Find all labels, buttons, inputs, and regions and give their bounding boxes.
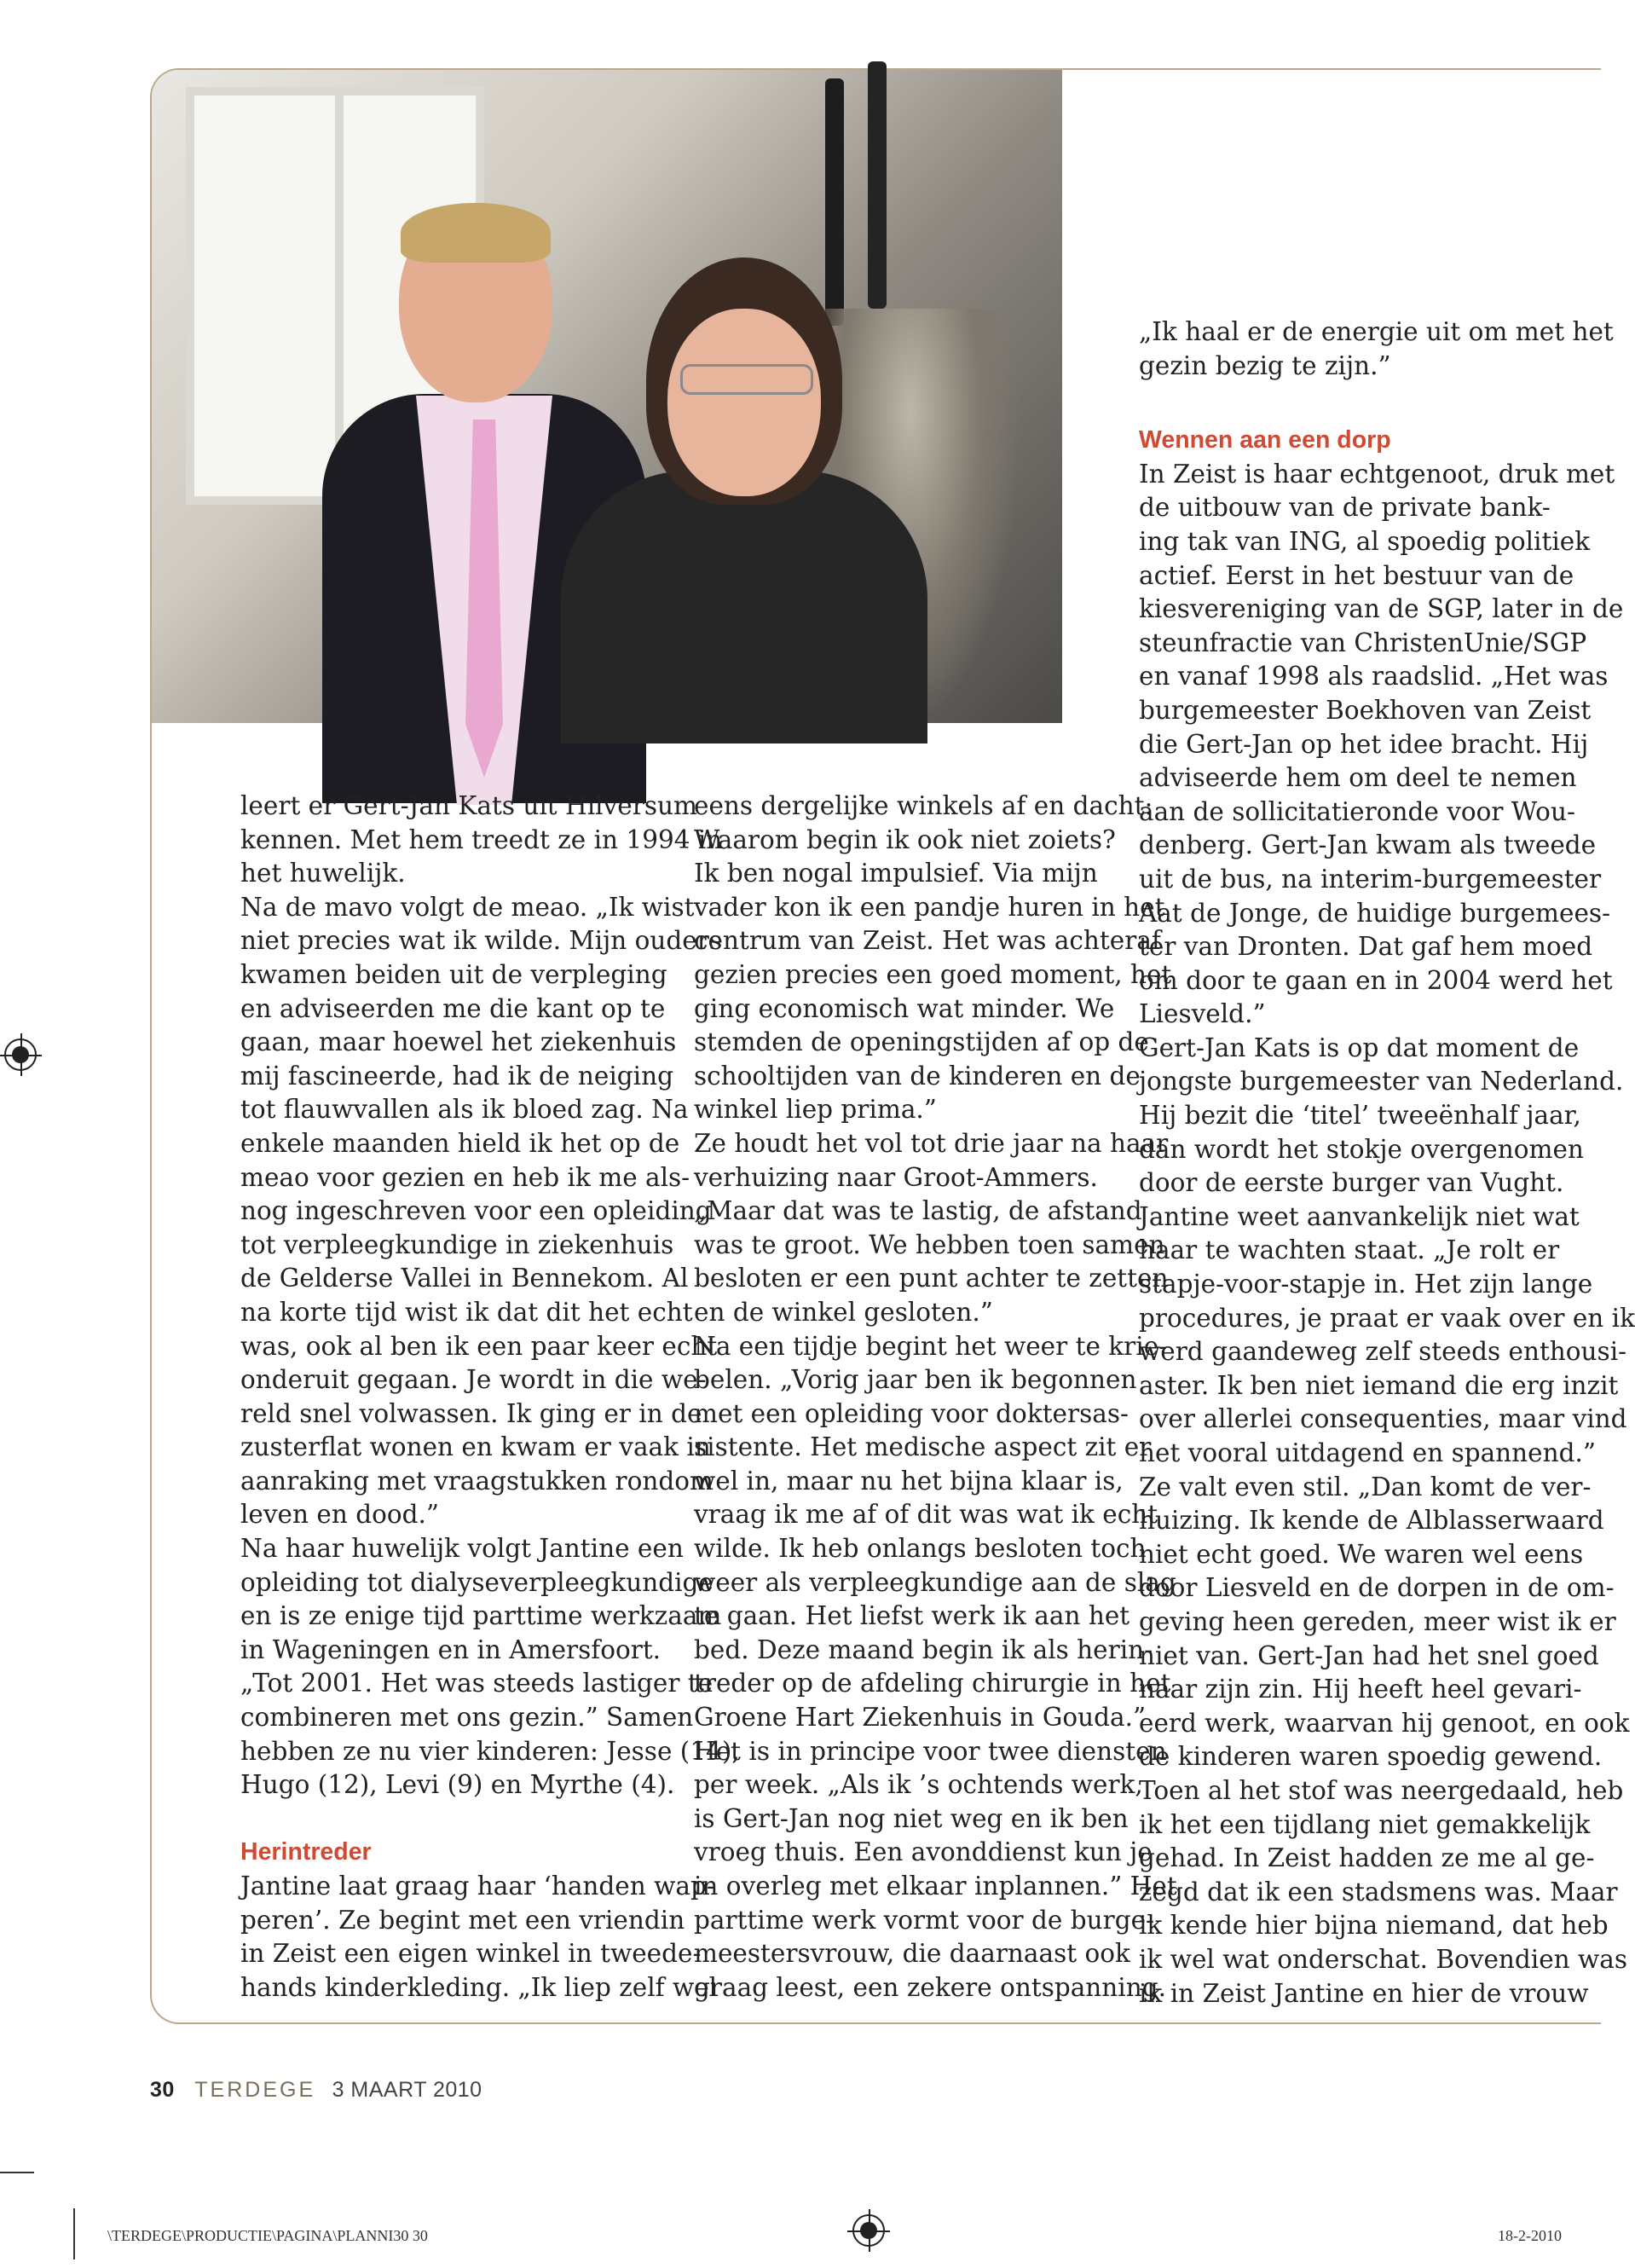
crop-mark [73, 2208, 75, 2259]
text-line: onderuit gegaan. Je wordt in die we- [240, 1365, 707, 1395]
text-line: bed. Deze maand begin ik als herin- [694, 1634, 1153, 1664]
text-line: „Tot 2001. Het was steeds lastiger te [240, 1669, 714, 1698]
text-line: en adviseerden me die kant op te [240, 993, 666, 1023]
text-line: denberg. Gert-Jan kwam als tweede [1139, 830, 1597, 860]
text-line: Na de mavo volgt de meao. „Ik wist [240, 892, 695, 922]
text-line: wel in, maar nu het bijna klaar is, [694, 1466, 1124, 1496]
text-line: tot verpleegkundige in ziekenhuis [240, 1229, 674, 1259]
text-line: ik wel wat onderschat. Bovendien was [1139, 1944, 1628, 1974]
text-line: ing tak van ING, al spoedig politiek [1139, 526, 1591, 556]
text-line: eerd werk, waarvan hij genoot, en ook [1139, 1708, 1630, 1738]
text-line: Ze valt even stil. „Dan komt de ver- [1139, 1472, 1592, 1501]
text-line: Ze houdt het vol tot drie jaar na haar [694, 1128, 1169, 1158]
text-line: Toen al het stof was neergedaald, heb [1139, 1775, 1624, 1805]
text-line: mij fascineerde, had ik de neiging [240, 1061, 673, 1091]
text-line: niet precies wat ik wilde. Mijn ouders [240, 926, 722, 956]
text-line: Hugo (12), Levi (9) en Myrthe (4). [240, 1770, 675, 1800]
registration-mark-icon [852, 2214, 885, 2247]
article-column-1 [240, 790, 740, 2005]
text-line: per week. „Als ik ’s ochtends werk, [694, 1770, 1143, 1800]
text-line: steunfractie van ChristenUnie/SGP [1139, 628, 1587, 657]
text-line: procedures, je praat er vaak over en ik [1139, 1303, 1635, 1333]
text-line: reld snel volwassen. Ik ging er in de [240, 1398, 702, 1428]
text-line: Jantine weet aanvankelijk niet wat [1139, 1201, 1580, 1231]
text-line: burgemeester Boekhoven van Zeist [1139, 695, 1592, 725]
text-line: sistente. Het medische aspect zit er [694, 1432, 1152, 1462]
text-line: het vooral uitdagend en spannend.” [1139, 1438, 1596, 1467]
text-line: de kinderen waren spoedig gewend. [1139, 1742, 1603, 1772]
text-line: huizing. Ik kende de Alblasserwaard [1139, 1506, 1604, 1536]
print-slug-date: 18-2-2010 [1498, 2227, 1562, 2244]
text-line: kwamen beiden uit de verpleging [240, 959, 667, 989]
text-line: adviseerde hem om deel te nemen [1139, 763, 1577, 793]
text-line: was, ook al ben ik een paar keer echt [240, 1331, 718, 1361]
text-line: haar te wachten staat. „Je rolt er [1139, 1235, 1560, 1265]
text-line: treder op de afdeling chirurgie in het [694, 1669, 1171, 1698]
pull-quote: „Ik haal er de energie uit om met het gezin bezig te zijn.” [1139, 317, 1614, 380]
text-line: zegd dat ik een stadsmens was. Maar [1139, 1877, 1618, 1906]
text-line: In Zeist is haar echtgenoot, druk met [1139, 459, 1615, 489]
print-slug-path: \TERDEGE\PRODUCTIE\PAGINA\PLANNI30 30 [107, 2227, 428, 2244]
text-line: met een opleiding voor doktersas- [694, 1398, 1129, 1428]
text-line: is Gert-Jan nog niet weg en ik ben [694, 1803, 1129, 1833]
couple-photo [152, 70, 1062, 723]
article-column-3 [1139, 315, 1635, 2011]
text-line: Liesveld.” [1139, 999, 1266, 1029]
text-line: werd gaandeweg zelf steeds enthousi- [1139, 1337, 1627, 1367]
text-line: was te groot. We hebben toen samen [694, 1229, 1165, 1259]
text-line: niet echt goed. We waren wel eens [1139, 1539, 1584, 1569]
text-line: enkele maanden hield ik het op de [240, 1128, 680, 1158]
text-line: Het is in principe voor twee diensten [694, 1736, 1167, 1766]
text-line: combineren met ons gezin.” Samen [240, 1703, 694, 1733]
text-line: Na een tijdje begint het weer te krie- [694, 1331, 1168, 1361]
woman-figure [544, 257, 936, 735]
text-line: kennen. Met hem treedt ze in 1994 in [240, 824, 723, 854]
text-line: het huwelijk. [240, 859, 406, 888]
text-line: parttime werk vormt voor de burge- [694, 1905, 1155, 1935]
text-line: schooltijden van de kinderen en de [694, 1061, 1141, 1091]
text-line: dan wordt het stokje overgenomen [1139, 1134, 1584, 1164]
registration-mark-icon [4, 1039, 37, 1071]
text-line: om door te gaan en in 2004 werd het [1139, 965, 1613, 995]
text-line: Waarom begin ik ook niet zoiets? [694, 824, 1116, 854]
text-line: kiesvereniging van de SGP, later in de [1139, 594, 1624, 624]
text-line: graag leest, een zekere ontspanning. [694, 1972, 1167, 2002]
subheading-herintreder: Herintreder [240, 1838, 372, 1866]
text-line: jongste burgemeester van Nederland. [1139, 1067, 1624, 1096]
text-line: nog ingeschreven voor een opleiding [240, 1196, 712, 1226]
article-column-2 [694, 790, 1177, 2005]
text-line: en de winkel gesloten.” [694, 1297, 993, 1327]
text-line: opleiding tot dialyseverpleegkundige [240, 1567, 714, 1597]
text-line: leert er Gert-Jan Kats uit Hilversum [240, 791, 697, 820]
text-line: en is ze enige tijd parttime werkzaam [240, 1601, 722, 1631]
text-line: over allerlei consequenties, maar vind [1139, 1404, 1627, 1434]
text-line: weer als verpleegkundige aan de slag [694, 1567, 1176, 1597]
text-line: na korte tijd wist ik dat dit het echt [240, 1297, 693, 1327]
text-line: tot flauwvallen als ik bloed zag. Na [240, 1095, 689, 1125]
text-line: aster. Ik ben niet iemand die erg inzit [1139, 1370, 1619, 1400]
text-line: de Gelderse Vallei in Bennekom. Al [240, 1264, 689, 1293]
text-line: te gaan. Het liefst werk ik aan het [694, 1601, 1130, 1631]
text-line: aanraking met vraagstukken rondom [240, 1466, 714, 1496]
text-line: „Maar dat was te lastig, de afstand [694, 1196, 1142, 1226]
text-line: winkel liep prima.” [694, 1095, 937, 1125]
text-line: besloten er een punt achter te zetten [694, 1264, 1169, 1293]
text-line: stapje-voor-stapje in. Het zijn lange [1139, 1270, 1593, 1299]
text-line: hands kinderkleding. „Ik liep zelf wel [240, 1972, 718, 2002]
text-line: meestersvrouw, die daarnaast ook [694, 1939, 1130, 1969]
text-line: vader kon ik een pandje huren in het [694, 892, 1165, 922]
magazine-name: TERDEGE [194, 2078, 316, 2102]
text-line: wilde. Ik heb onlangs besloten toch [694, 1534, 1147, 1564]
subheading-wennen: Wennen aan een dorp [1139, 426, 1391, 454]
text-line: niet van. Gert-Jan had het snel goed [1139, 1640, 1599, 1670]
text-line: hebben ze nu vier kinderen: Jesse (14), [240, 1736, 740, 1766]
text-line: Na haar huwelijk volgt Jantine een [240, 1534, 684, 1564]
text-line: aan de sollicitatieronde voor Wou- [1139, 796, 1575, 826]
text-line: verhuizing naar Groot-Ammers. [694, 1162, 1098, 1192]
text-line: zusterflat wonen en kwam er vaak in [240, 1432, 711, 1462]
text-line: gaan, maar hoewel het ziekenhuis [240, 1027, 677, 1057]
text-line: leven en dood.” [240, 1500, 439, 1530]
text-line: eens dergelijke winkels af en dacht: [694, 791, 1153, 820]
text-line: gezien precies een goed moment, het [694, 959, 1172, 989]
text-line: door de eerste burger van Vught. [1139, 1168, 1564, 1198]
crop-mark [0, 2172, 34, 2173]
text-line: centrum van Zeist. Het was achteraf [694, 926, 1161, 956]
text-line: Jantine laat graag haar ‘handen wap- [240, 1872, 715, 1901]
text-line: de uitbouw van de private bank- [1139, 493, 1551, 523]
text-line: actief. Eerst in het bestuur van de [1139, 560, 1574, 590]
text-line: gehad. In Zeist hadden ze me al ge- [1139, 1843, 1595, 1873]
text-line: peren’. Ze begint met een vriendin [240, 1905, 685, 1935]
text-line: in Zeist een eigen winkel in tweede- [240, 1939, 702, 1969]
text-line: Ik ben nogal impulsief. Via mijn [694, 859, 1098, 888]
text-line: ik kende hier bijna niemand, dat heb [1139, 1911, 1609, 1941]
text-line: Aat de Jonge, de huidige burgemees- [1139, 898, 1611, 928]
text-line: meao voor gezien en heb ik me als- [240, 1162, 690, 1192]
text-line: in Wageningen en in Amersfoort. [240, 1634, 662, 1664]
text-line: Gert-Jan Kats is op dat moment de [1139, 1033, 1580, 1062]
text-line: ik in Zeist Jantine en hier de vrouw [1139, 1978, 1589, 2008]
page-number: 30 [150, 2078, 175, 2102]
text-line: naar zijn zin. Hij heeft heel gevari- [1139, 1675, 1582, 1704]
text-line: uit de bus, na interim-burgemeester [1139, 864, 1602, 894]
text-line: ik het een tijdlang niet gemakkelijk [1139, 1809, 1591, 1839]
text-line: stemden de openingstijden af op de [694, 1027, 1149, 1057]
text-line: geving heen gereden, meer wist ik er [1139, 1606, 1616, 1636]
text-line: vraag ik me af of dit was wat ik echt [694, 1500, 1158, 1530]
text-line: en vanaf 1998 als raadslid. „Het was [1139, 662, 1609, 691]
text-line: vroeg thuis. Een avonddienst kun je [694, 1837, 1153, 1867]
text-line: ging economisch wat minder. We [694, 993, 1115, 1023]
text-line: in overleg met elkaar inplannen.” Het [694, 1872, 1177, 1901]
text-line: ter van Dronten. Dat gaf hem moed [1139, 932, 1593, 962]
issue-date: 3 MAART 2010 [332, 2078, 482, 2102]
page-footer [150, 2078, 482, 2103]
text-line: belen. „Vorig jaar ben ik begonnen [694, 1365, 1137, 1395]
text-line: Groene Hart Ziekenhuis in Gouda.” [694, 1703, 1147, 1733]
text-line: door Liesveld en de dorpen in de om- [1139, 1573, 1615, 1603]
text-line: Hij bezit die ‘titel’ tweeënhalf jaar, [1139, 1101, 1581, 1131]
text-line: die Gert-Jan op het idee bracht. Hij [1139, 729, 1589, 759]
